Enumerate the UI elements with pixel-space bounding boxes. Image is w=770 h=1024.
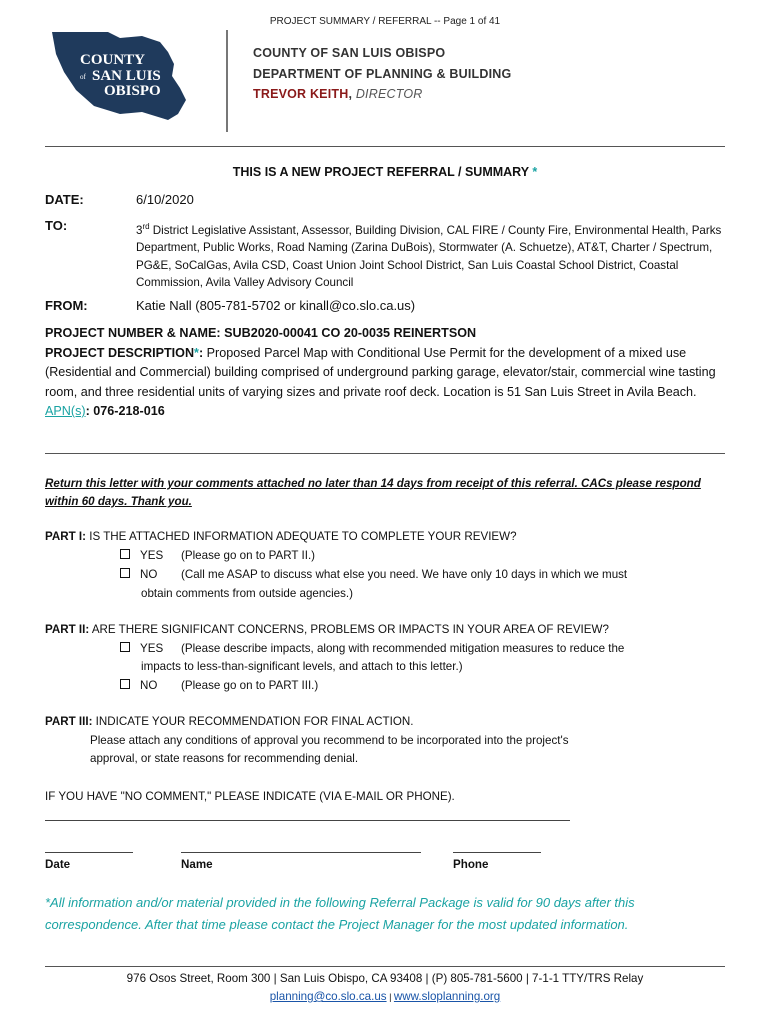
org-director: TREVOR KEITH, DIRECTOR (253, 87, 423, 101)
to-recipients: 3rd District Legislative Assistant, Assessor, Building Division, CAL FIRE / County Fire, Environmental Health, Parks Department, Public Works, Road Naming (Zarina DuBois), Stormwater (A. Schuetze), AT&T, Charter / Spectrum, PG&E, SoCalGas, Avila CSD, Coast Union Joint School District, San Luis Coastal School District, Coastal Commission, Avila Valley Advisory Council (136, 222, 722, 290)
footer-rule (45, 966, 725, 967)
date-signature-line[interactable] (45, 852, 133, 853)
org-department: DEPARTMENT OF PLANNING & BUILDING (253, 67, 512, 81)
part2-no-option: NO (120, 677, 157, 696)
date-sig-label: Date (45, 858, 71, 871)
part1-yes-checkbox[interactable] (120, 549, 130, 559)
date-value: 6/10/2020 (136, 192, 194, 207)
logo-line2: SAN LUIS (92, 68, 161, 84)
header-rule (45, 146, 725, 147)
no-comment-note: IF YOU HAVE "NO COMMENT," PLEASE INDICATE (VIA E-MAIL OR PHONE). (45, 790, 455, 803)
email-link[interactable]: planning@co.slo.ca.us (269, 990, 387, 1003)
part2-yes-text: (Please describe impacts, along with recommended mitigation measures to reduce the (181, 642, 625, 655)
date-label: DATE: (45, 192, 84, 207)
part2-yes-text-b: impacts to less-than-significant levels, and attach to this letter.) (141, 660, 463, 673)
phone-signature-line[interactable] (453, 852, 541, 853)
part1-no-text: (Call me ASAP to discuss what else you need. We have only 10 days in which we must (181, 568, 628, 581)
apn-link[interactable]: APN(s) (45, 404, 86, 418)
from-label: FROM: (45, 298, 88, 313)
header-divider (226, 30, 228, 132)
project-number: PROJECT NUMBER & NAME: SUB2020-00041 CO 20-0035 REINERTSON (45, 326, 477, 340)
page-header-title: PROJECT SUMMARY / REFERRAL -- Page 1 of 41 (269, 16, 501, 27)
from-value: Katie Nall (805-781-5702 or kinall@co.slo.ca.us) (136, 298, 416, 313)
referral-title: THIS IS A NEW PROJECT REFERRAL / SUMMARY * (232, 165, 538, 179)
footer-address: 976 Osos Street, Room 300 | San Luis Obispo, CA 93408 | (P) 805-781-5600 | 7-1-1 TTY/TRS Relay (126, 972, 644, 985)
comment-line[interactable] (45, 820, 570, 821)
return-instructions: Return this letter with your comments attached no later than 14 days from receipt of this referral. CACs please respond within 60 days. Thank you. (45, 477, 701, 508)
part3-heading: PART III: INDICATE YOUR RECOMMENDATION FOR FINAL ACTION. (45, 715, 414, 728)
part1-yes-text: (Please go on to PART II.) (181, 549, 316, 562)
footer-links: planning@co.slo.ca.us | www.sloplanning.org (269, 990, 501, 1003)
county-logo (50, 30, 190, 122)
logo-line3: OBISPO (104, 83, 161, 99)
name-sig-label: Name (181, 858, 213, 871)
org-name: COUNTY OF SAN LUIS OBISPO (253, 46, 446, 60)
part1-no-checkbox[interactable] (120, 568, 130, 578)
logo-line1: COUNTY (80, 52, 146, 68)
part2-no-checkbox[interactable] (120, 679, 130, 689)
part3-text-b: Please attach any conditions of approval you recommend to be incorporated into the project's (90, 734, 569, 747)
logo-of: of (80, 73, 86, 81)
section-rule (45, 453, 725, 454)
director-name: TREVOR KEITH (253, 87, 349, 101)
part2-no-text: (Please go on to PART III.) (181, 679, 319, 692)
project-description: PROJECT DESCRIPTION*: Proposed Parcel Map with Conditional Use Permit for the development of a mixed use (Residential and Commercial) building comprised of underground parking garage, elevator/stair, commercial wine tasting room, and three residential units of varying sizes and private roof deck. Location is 51 San Luis Street in Avila Beach. (45, 345, 716, 399)
project-block (45, 324, 735, 422)
director-title: DIRECTOR (355, 87, 423, 101)
part1-yes-option: YES (120, 547, 163, 566)
part3-text-c: approval, or state reasons for recommending denial. (90, 752, 359, 765)
name-signature-line[interactable] (181, 852, 421, 853)
validity-footnote: *All information and/or material provided in the following Referral Package is valid for 90 days after this correspondence. After that time please contact the Project Manager for the most updated information. (45, 895, 635, 932)
part1-no-text-b: obtain comments from outside agencies.) (141, 587, 354, 600)
website-link[interactable]: www.sloplanning.org (393, 990, 501, 1003)
apn-value: : 076-218-016 (85, 404, 165, 418)
part1-heading: PART I: IS THE ATTACHED INFORMATION ADEQUATE TO COMPLETE YOUR REVIEW? (45, 530, 517, 543)
phone-sig-label: Phone (453, 858, 489, 871)
part2-yes-checkbox[interactable] (120, 642, 130, 652)
part1-no-option: NO (120, 566, 157, 585)
to-label: TO: (45, 218, 68, 233)
part2-yes-option: YES (120, 640, 163, 659)
part2-heading: PART II: ARE THERE SIGNIFICANT CONCERNS, PROBLEMS OR IMPACTS IN YOUR AREA OF REVIEW? (45, 623, 609, 636)
